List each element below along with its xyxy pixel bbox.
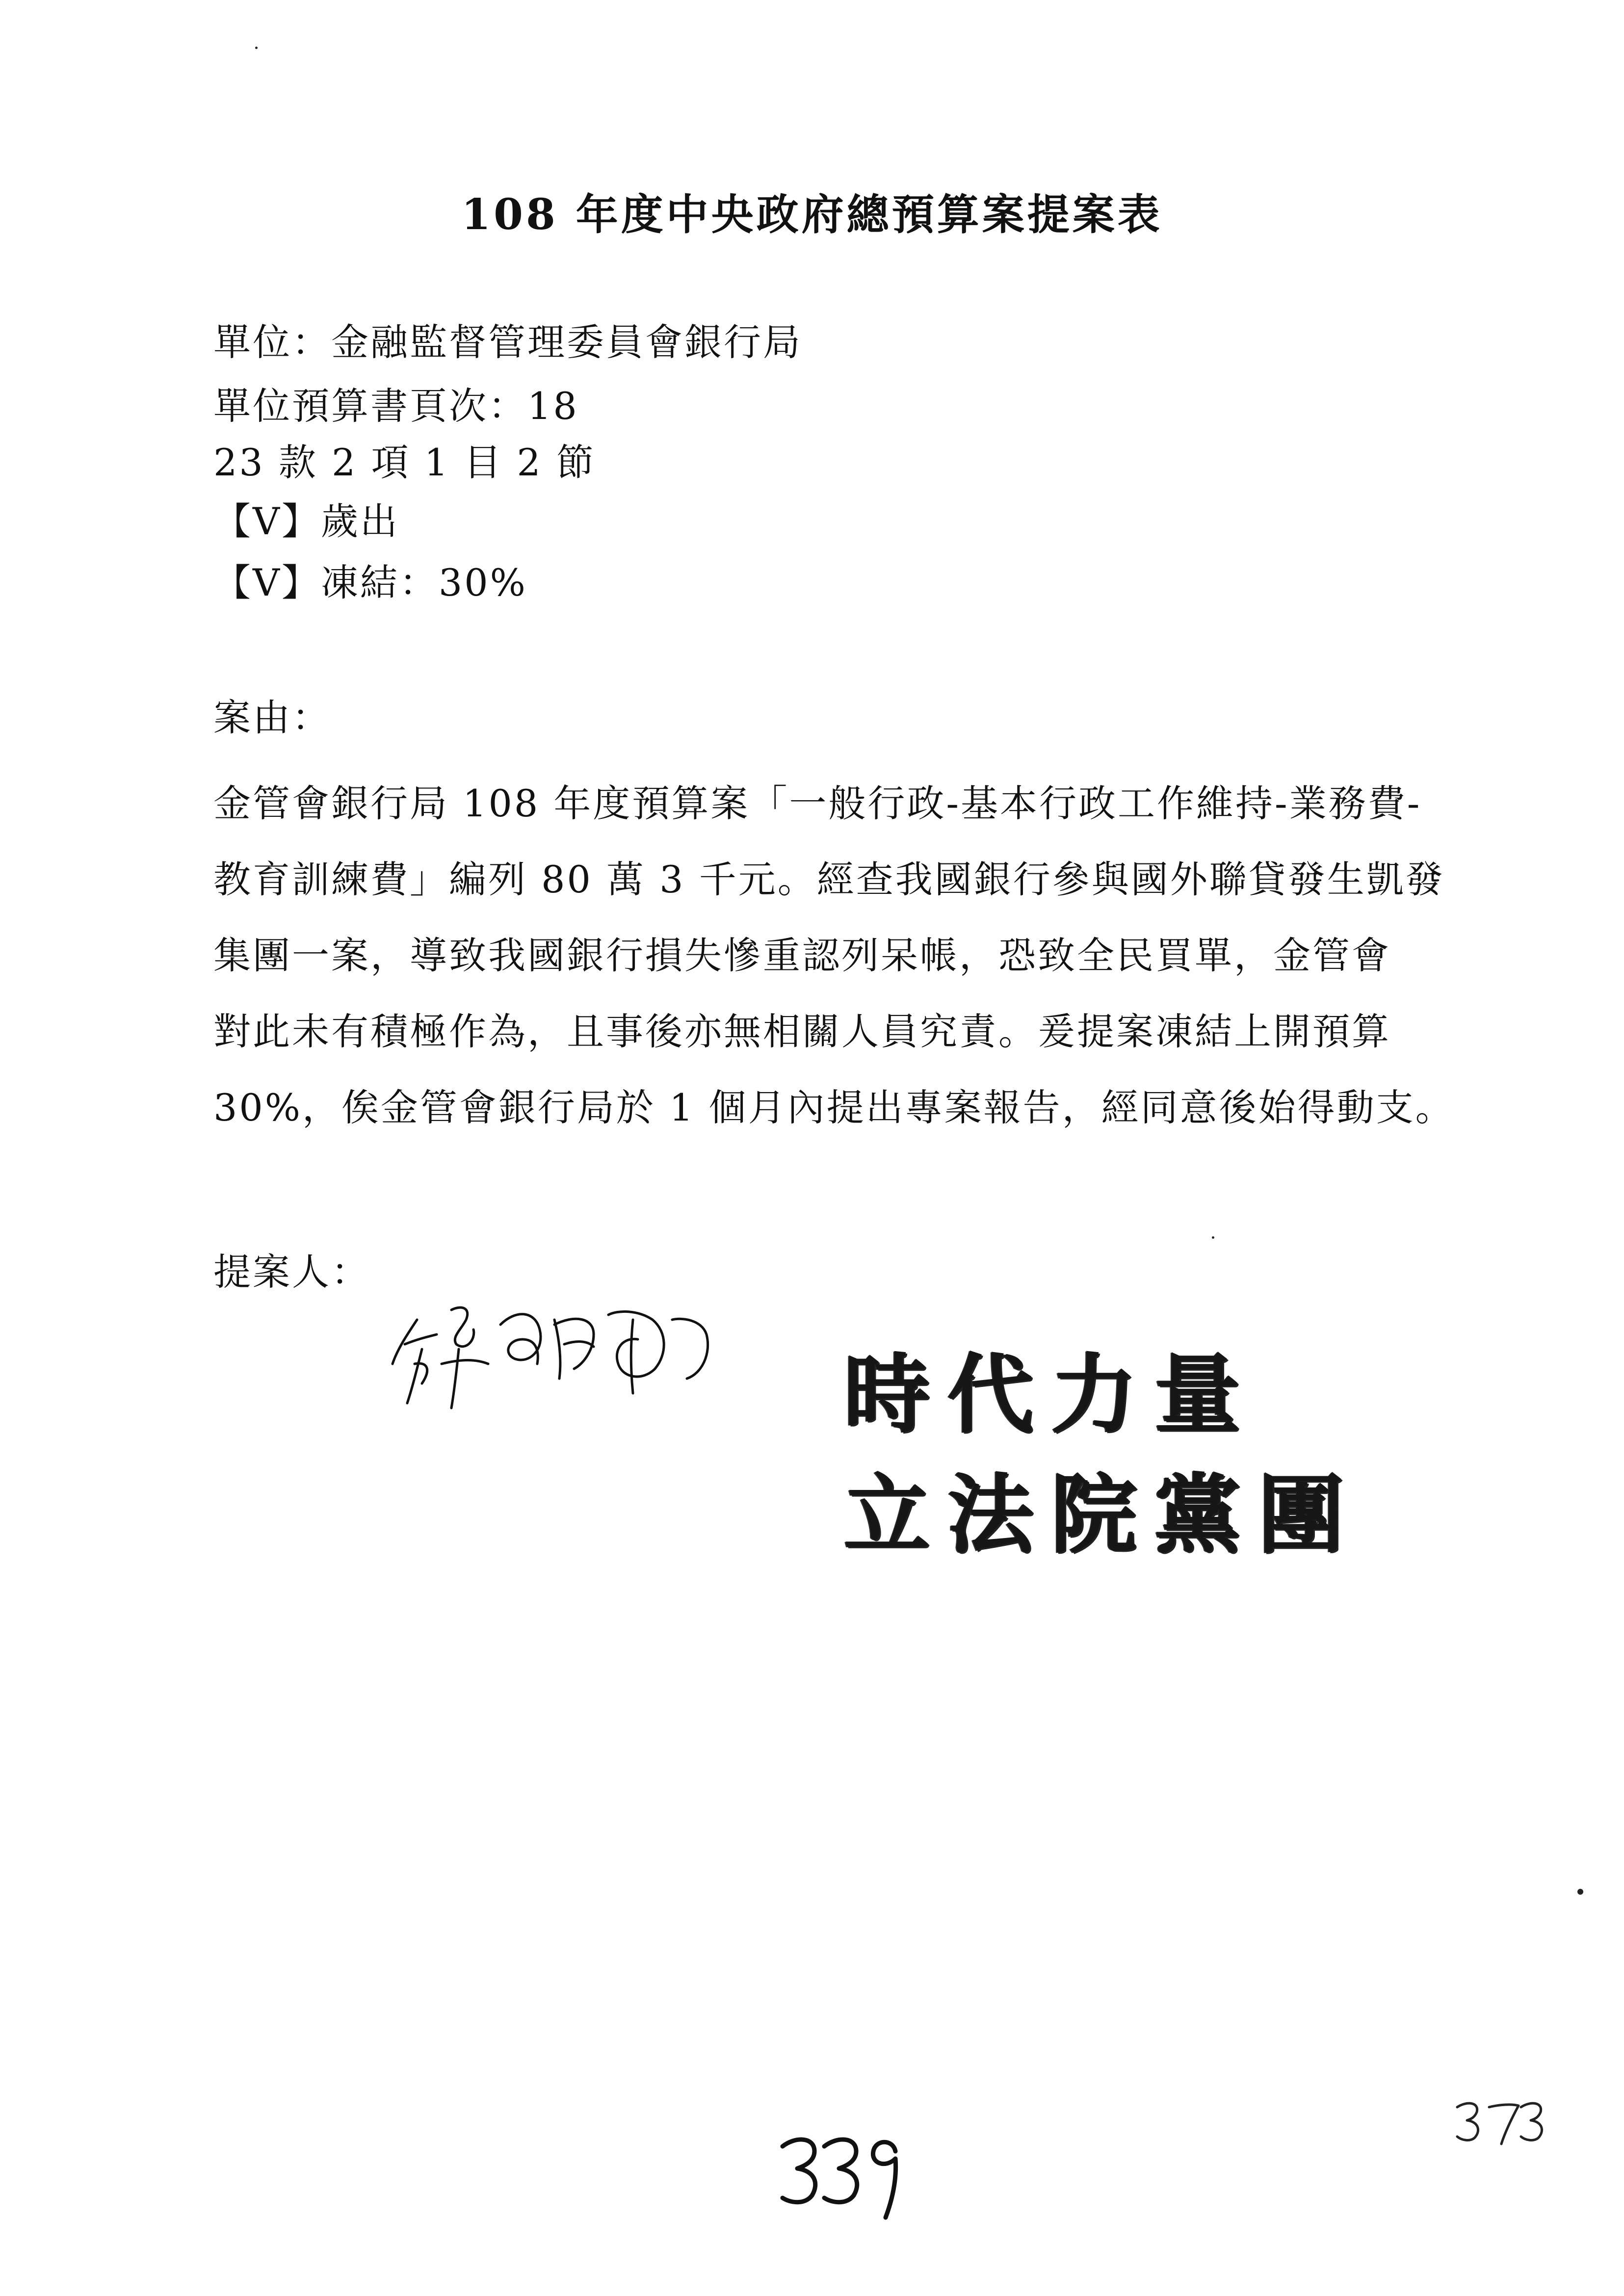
freeze-checkbox-line: 【V】凍結：30%	[213, 561, 527, 604]
stamp-line-1: 時代力量	[844, 1344, 1258, 1445]
stamp-line-2: 立法院黨團	[844, 1464, 1362, 1565]
proposer-label: 提案人：	[213, 1250, 370, 1294]
unit-line: 單位：金融監督管理委員會銀行局	[213, 320, 802, 364]
scan-speck	[1212, 1236, 1214, 1239]
document-title: 108 年度中央政府總預算案提案表	[461, 190, 1163, 239]
scan-speck	[1577, 1889, 1583, 1895]
budget-page-line: 單位預算書頁次：18	[213, 384, 579, 428]
reason-line-3: 集團一案，導致我國銀行損失慘重認列呆帳，恐致全民買單，金管會	[213, 934, 1391, 977]
reason-paragraph	[213, 765, 1489, 1146]
party-stamp	[844, 1334, 1362, 1575]
reason-line-4: 對此未有積極作為，且事後亦無相關人員究責。爰提案凍結上開預算	[213, 1010, 1391, 1053]
reason-line-5: 30%，俟金管會銀行局於 1 個月內提出專案報告，經同意後始得動支。	[213, 1086, 1455, 1129]
handwritten-corner-number	[1452, 2095, 1550, 2149]
reason-line-2: 教育訓練費」編列 80 萬 3 千元。經查我國銀行參與國外聯貸發生凱發	[213, 858, 1445, 901]
classification-line: 23 款 2 項 1 目 2 節	[213, 441, 596, 484]
expenditure-checkbox-line: 【V】歲出	[213, 499, 399, 543]
reason-label: 案由：	[213, 696, 331, 739]
handwritten-signature	[388, 1290, 721, 1418]
handwritten-page-number	[775, 2124, 913, 2222]
scan-speck	[255, 47, 258, 49]
reason-line-1: 金管會銀行局 108 年度預算案「一般行政-基本行政工作維持-業務費-	[213, 782, 1422, 825]
